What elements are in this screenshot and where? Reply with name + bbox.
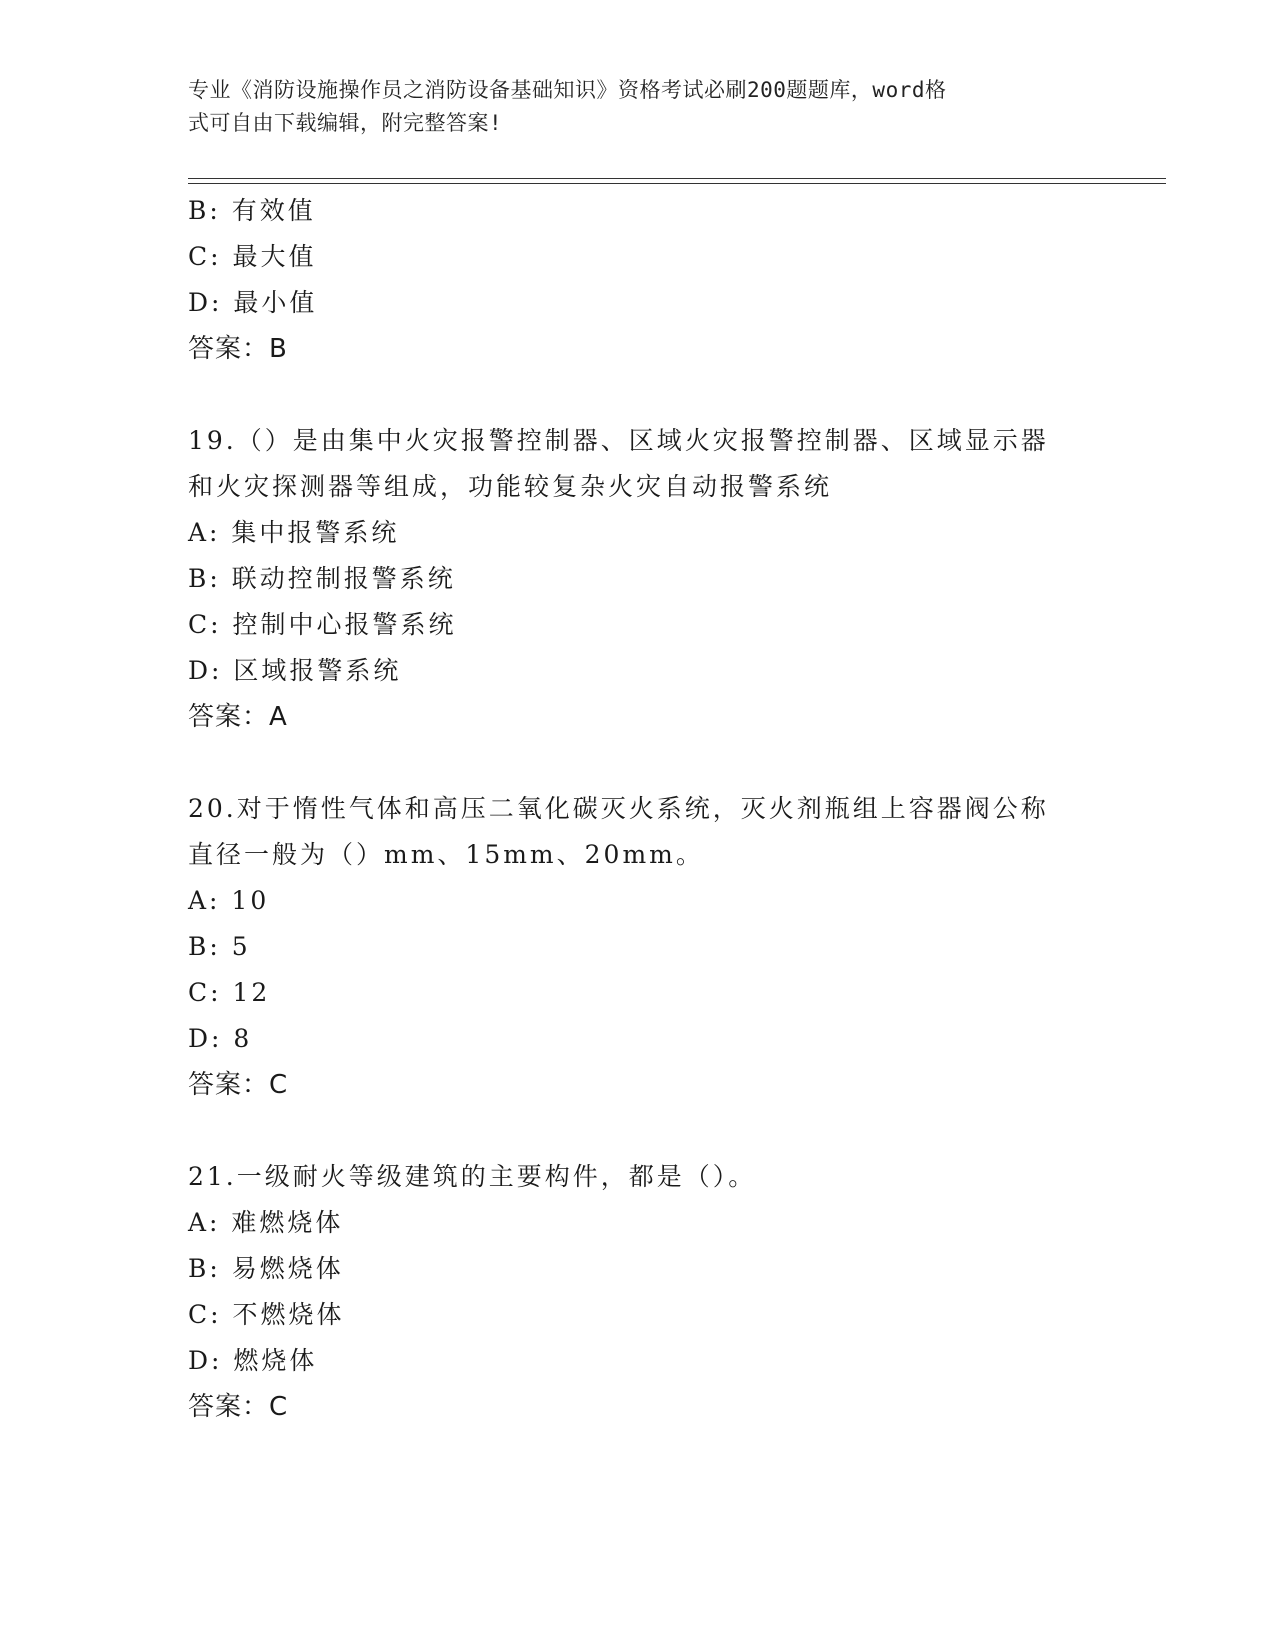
spacer [188,740,1088,786]
question-stem-line: 和火灾探测器等组成，功能较复杂火灾自动报警系统 [188,472,833,501]
header-divider-bottom [188,183,1166,184]
answer-line: 答案：C [188,1392,289,1422]
continued-question [188,188,1088,372]
option-c: C: 控制中心报警系统 [188,610,457,639]
option-b: B: 联动控制报警系统 [188,564,456,593]
answer-line: 答案：A [188,702,288,732]
question-stem-line: 19.（）是由集中火灾报警控制器、区域火灾报警控制器、区域显示器 [188,426,1049,455]
option-d: D: 最小值 [188,288,318,317]
option-b: B: 易燃烧体 [188,1254,344,1283]
option-b: B: 5 [188,932,251,961]
question-stem-line: 20.对于惰性气体和高压二氧化碳灭火系统，灭火剂瓶组上容器阀公称 [188,794,1049,823]
option-d: D: 燃烧体 [188,1346,318,1375]
option-b: B: 有效值 [188,196,316,225]
answer-line: 答案：B [188,334,288,364]
option-d: D: 8 [188,1024,253,1053]
option-a: A: 难燃烧体 [188,1208,344,1237]
option-c: C: 12 [188,978,271,1007]
header-line-1: 专业《消防设施操作员之消防设备基础知识》资格考试必刷200题题库，word格 [188,78,947,102]
option-c: C: 不燃烧体 [188,1300,345,1329]
option-d: D: 区域报警系统 [188,656,402,685]
header-divider-top [188,178,1166,179]
question-21 [188,1154,1088,1430]
option-c: C: 最大值 [188,242,317,271]
question-stem-line: 直径一般为（）mm、15mm、20mm。 [188,840,704,869]
spacer [188,372,1088,418]
header-line-2: 式可自由下载编辑，附完整答案! [188,111,503,135]
question-20 [188,786,1088,1108]
question-19 [188,418,1088,740]
option-a: A: 集中报警系统 [188,518,400,547]
option-a: A: 10 [188,886,270,915]
spacer [188,1108,1088,1154]
question-content [188,188,1088,1430]
question-stem-line: 21.一级耐火等级建筑的主要构件，都是（）。 [188,1162,757,1191]
document-header [188,74,1068,140]
answer-line: 答案：C [188,1070,289,1100]
